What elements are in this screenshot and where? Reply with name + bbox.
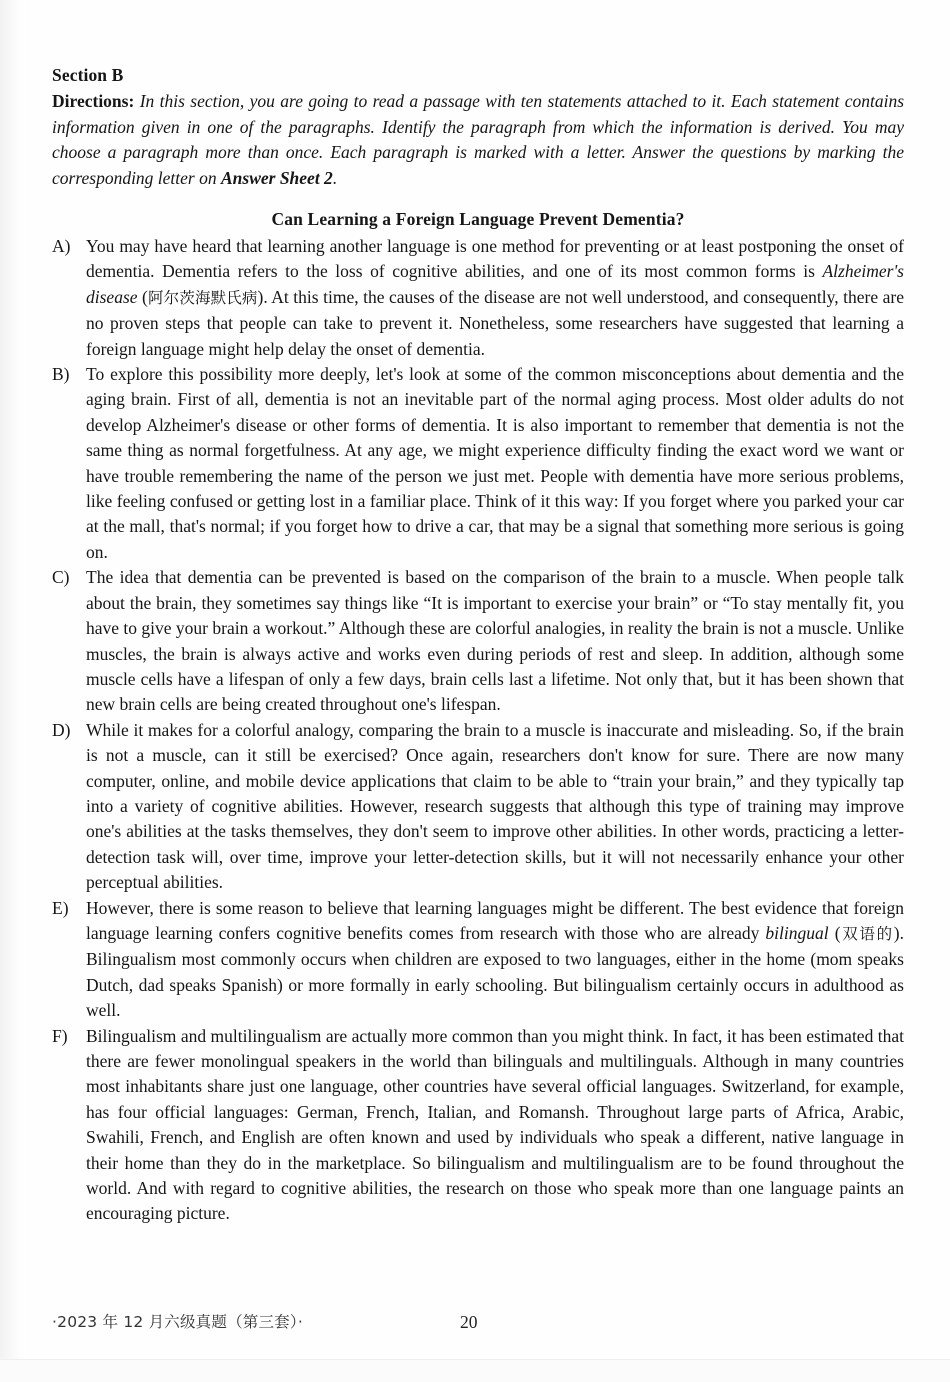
paragraph-text: Bilingualism and multilingualism are actually more common than you might think. In fact, it has been estimated that there are fewer monolingual speakers in the world than bilinguals and multilinguals. Although in many countries most inhabitants share just one language, other countries have several official languages. Switzerland, for example, has four official languages: German, French, Italian, and Romansh. Throughout large parts of Africa, Arabic, Swahili, French, and English are often known and used by individuals who speak a different, native language in their home than they do in the marketplace. So bilingualism and multilingualism are to be found throughout the world. And with regard to cognitive abilities, the research on those who speak more than one language paints an encouraging picture. — [86, 1025, 904, 1224]
answer-sheet-reference: Answer Sheet 2 — [220, 167, 333, 188]
footer-page-number: 20 — [460, 1312, 478, 1332]
paragraph-body — [86, 896, 904, 1024]
passage-title: Can Learning a Foreign Language Prevent Dementia? — [271, 209, 685, 229]
paragraph-text: To explore this possibility more deeply, let's look at some of the common misconceptions about dementia and the aging brain. First of all, dementia is not an inevitable part of the normal aging process. Most older adults do not develop Alzheimer's disease or other forms of dementia. It is also important to remember that dementia is not the same thing as normal forgetfulness. At any age, we might experience difficulty finding the exact word we want or have trouble remembering the name of the person we just met. People with dementia have more serious problems, like feeling confused or getting lost in a familiar place. Think of it this way: If you forget where you parked your car at the mall, that's normal; if you forget how to drive a car, that may be a signal that something more serious is going on. — [86, 364, 904, 562]
paragraph-text: ). At this time, the causes of the disease are not well understood, and consequently, there are no proven steps that people can take to prevent it. Nonetheless, some researchers have suggested that learning a foreign language might help delay the onset of dementia. — [86, 286, 905, 359]
paragraph-body — [86, 565, 904, 717]
passage-paragraph — [52, 718, 904, 896]
passage-paragraph — [52, 565, 904, 717]
page-footer — [52, 1310, 904, 1334]
paragraph-body — [86, 1024, 904, 1227]
chinese-gloss: 阿尔茨海默氏病 — [147, 288, 258, 307]
paragraph-marker: B) — [52, 364, 70, 385]
paragraph-marker: F) — [52, 1025, 68, 1046]
paragraph-body — [86, 234, 904, 362]
passage-paragraph — [52, 896, 904, 1024]
passage-paragraph — [52, 234, 904, 362]
italic-term: bilingual — [765, 922, 829, 943]
paragraph-marker: C) — [52, 567, 70, 588]
directions-body: In this section, you are going to read a passage with ten statements attached to it. Each statement contains information given in one of the paragraphs. Identify the paragraph from which the information is derived. You may choose a paragraph more than once. Each paragraph is marked with a letter. Answer the questions by marking the corresponding letter on — [52, 91, 905, 188]
page-content — [52, 62, 904, 1227]
paragraph-text: ( — [828, 922, 841, 943]
passage-paragraphs — [52, 234, 904, 1227]
paragraph-text: You may have heard that learning another language is one method for preventing or at least postponing the onset of dementia. Dementia refers to the loss of cognitive abilities, and one of its most common forms is — [86, 236, 904, 282]
paragraph-text: ). Bilingualism most commonly occurs when children are exposed to two languages, either in the home (mom speaks Dutch, dad speaks Spanish) or more formally in early schooling. But bilingualism certainly occurs in adulthood as well. — [86, 922, 904, 1021]
paragraph-text: While it makes for a colorful analogy, comparing the brain to a muscle is inaccurate and misleading. So, if the brain is not a muscle, can it still be exercised? Once again, researchers don't know for sure. There are now many computer, online, and mobile device applications that claim to be able to “train your brain,” and they typically tap into a variety of cognitive abilities. However, research suggests that although this type of training may improve one's abilities at the tasks themselves, they don't seem to improve other abilities. In other words, practicing a letter-detection task will, over time, improve your letter-detection skills, but it will not necessarily enhance your other perceptual abilities. — [86, 719, 904, 893]
footer-exam-label: ·2023 年 12 月六级真题（第三套）· — [52, 1313, 303, 1331]
paragraph-body — [86, 718, 904, 896]
section-heading: Section B — [52, 65, 124, 85]
directions-end: . — [332, 167, 338, 188]
paragraph-text: However, there is some reason to believe that learning languages might be different. The best evidence that foreign language learning confers cognitive benefits comes from research with those who are already — [86, 897, 904, 943]
paragraph-marker: A) — [52, 236, 71, 256]
paragraph-marker: E) — [52, 897, 69, 918]
paragraph-text: The idea that dementia can be prevented is based on the comparison of the brain to a muscle. When people talk about the brain, they sometimes say things like “It is important to exercise your brain” or “To stay mentally fit, you have to give your brain a workout.” Although these are colorful analogies, in reality the brain is not a muscle. Unlike muscles, the brain is always active and works even during periods of rest and sleep. In addition, although some muscle cells have a lifespan of only a few days, brain cells last a lifetime. Not only that, but it has been shown that new brain cells are being created throughout one's lifespan. — [86, 567, 904, 715]
paragraph-text: ( — [137, 286, 148, 307]
chinese-gloss: 双语的 — [840, 924, 894, 943]
italic-term: Alzheimer's disease — [86, 261, 904, 307]
paragraph-body — [86, 362, 904, 565]
passage-paragraph — [52, 362, 904, 565]
scan-edge-bottom — [0, 1359, 950, 1382]
passage-paragraph — [52, 1024, 904, 1227]
paragraph-marker: D) — [52, 719, 71, 740]
directions-block — [52, 89, 904, 191]
scan-edge-left — [0, 0, 26, 1382]
directions-label: Directions: — [52, 91, 135, 111]
